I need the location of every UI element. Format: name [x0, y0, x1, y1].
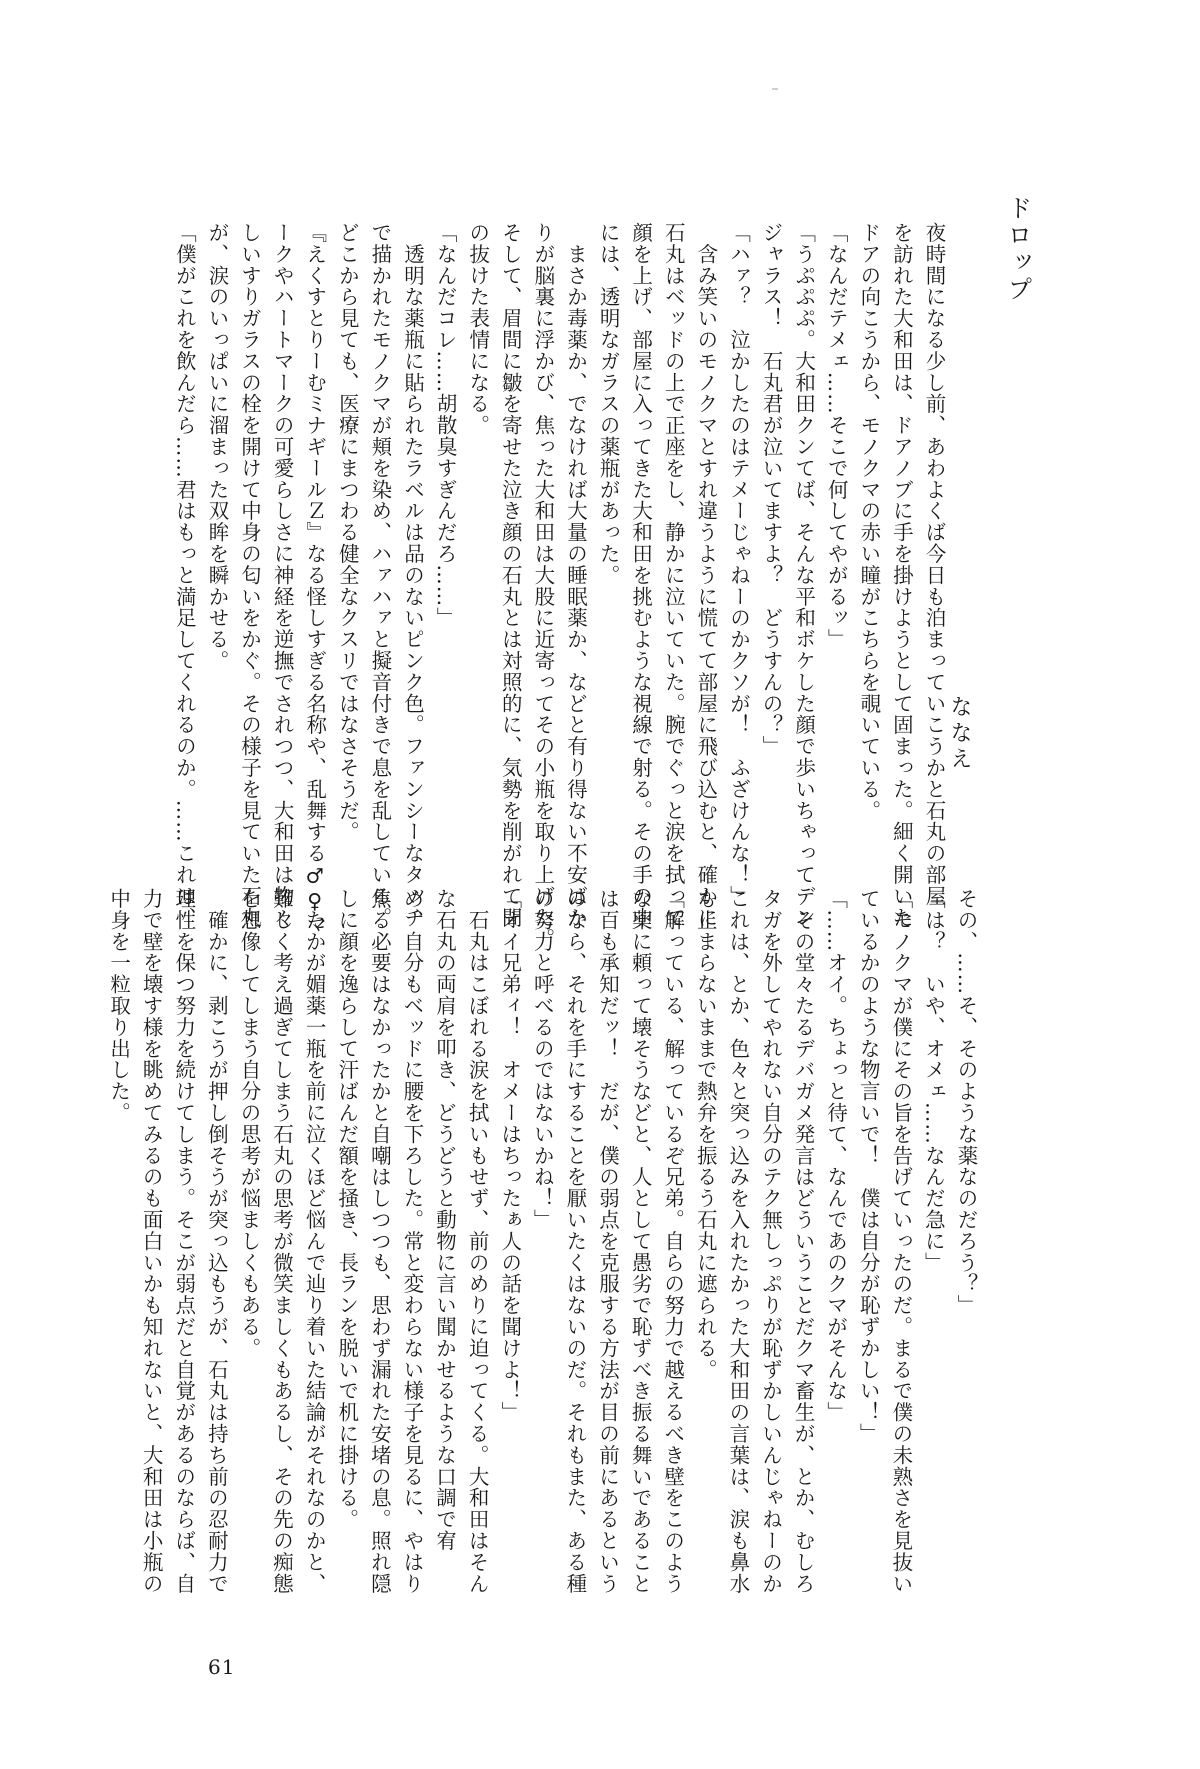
- text-line: は百も承知だッ！ だが、僕の弱点を克服する方法が目の前にあるという: [595, 888, 620, 1595]
- text-line: ジャラス！ 石丸君が泣いてますよ？ どうすんの？」: [759, 222, 784, 757]
- text-line: しに顔を逸らして汗ばんだ額を掻き、長ランを脱いで机に掛ける。: [334, 888, 359, 1530]
- story-title: ドロップ: [1004, 195, 1033, 303]
- text-line: しいすりガラスの栓を開けて中身の匂いをかぐ。その様子を見ていた石丸: [237, 222, 262, 929]
- text-line: ークやハートマークの可愛らしさに神経を逆撫でされつつ、大和田は物々: [270, 222, 295, 929]
- text-line: 「モノクマが僕にその旨を告げていったのだ。まるで僕の未熟さを見抜い: [888, 888, 913, 1595]
- text-line: ているかのような物言いで！ 僕は自分が恥ずかしい！」: [856, 888, 881, 1445]
- text-line: 『えくすとりーむミナギールＺ』なる怪しすぎる名称や、乱舞する♂♀マ: [302, 222, 327, 936]
- text-line: 「なんだコレ……胡散臭すぎんだろ……」: [433, 222, 458, 629]
- text-line: たかが媚薬一瓶を前に泣くほど悩んで辿り着いた結論がそれなのかと、: [302, 888, 327, 1595]
- text-line: 「オイ兄弟ィ！ オメーはちったぁ人の話を聞けよ！」: [497, 888, 522, 1423]
- text-line: の抜けた表情になる。: [465, 222, 490, 436]
- text-line: 顔を上げ、部屋に入ってきた大和田を挑むような視線で射る。その手の中: [628, 222, 653, 929]
- text-line: な薬に頼って壊そうなどと、人として愚劣で恥ずべき振る舞いであること: [628, 888, 653, 1595]
- text-line: 理性を保つ努力を続けてしまう。そこが弱点だと自覚があるのならば、自: [171, 888, 196, 1595]
- text-line: まさか毒薬か、でなければ大量の睡眠薬か、などと有り得ない不安ばか: [563, 222, 588, 929]
- text-line: な石丸の両肩を叩き、どうどうと動物に言い聞かせるような口調で宥: [432, 888, 457, 1552]
- text-line: 力で壁を壊す様を眺めてみるのも面白いかも知れないと、大和田は小瓶の: [139, 888, 164, 1595]
- body-text-top: [172, 222, 950, 950]
- text-line: の努力と呼べるのではないかね！」: [530, 888, 555, 1231]
- text-line: 石丸はこぼれる涙を拭いもせず、前のめりに迫ってくる。大和田はそん: [465, 888, 490, 1595]
- text-line: りが脳裏に浮かび、焦った大和田は大股に近寄ってその小瓶を取り上げた。: [530, 222, 555, 950]
- text-line: 「は？ いや、オメェ……なんだ急に」: [921, 888, 946, 1274]
- text-line: を想像してしまう自分の思考が悩ましくもある。: [236, 888, 261, 1359]
- text-line: 焦る必要はなかったかと自嘲はしつつも、思わず漏れた安堵の息。照れ隠: [367, 888, 392, 1595]
- text-line: を訪れた大和田は、ドアノブに手を掛けようとして固まった。細く開いた: [889, 222, 914, 929]
- text-line: 「うぷぷぷ。大和田クンてば、そんな平和ボケした顔で歩いちゃってデン: [791, 222, 816, 929]
- text-line: には、透明なガラスの薬瓶があった。: [596, 222, 621, 586]
- text-line: 透明な薬瓶に貼られたラベルは品のないピンク色。ファンシーなタッチ: [400, 222, 425, 929]
- body-text-bottom: [106, 888, 982, 1595]
- text-line: 「解っている、解っているぞ兄弟。自らの努力で越えるべき壁をこのよう: [660, 888, 685, 1595]
- text-line: 難しく考え過ぎてしまう石丸の思考が微笑ましくもあるし、その先の痴態: [269, 888, 294, 1595]
- text-line: 中身を一粒取り出した。: [106, 888, 131, 1124]
- text-line: が、涙のいっぱいに溜まった双眸を瞬かせる。: [204, 222, 229, 672]
- text-line: 「ハァ？ 泣かしたのはテメーじゃねーのかクソが！ ふざけんな！」: [726, 222, 751, 907]
- text-line: そして、眉間に皺を寄せた泣き顔の石丸とは対照的に、気勢を削がれて間: [498, 222, 523, 929]
- text-line: 「なんだテメェ……そこで何してやがるッ」: [824, 222, 849, 650]
- text-line: 含み笑いのモノクマとすれ違うように慌てて部屋に飛び込むと、確かに: [693, 222, 718, 929]
- text-line: 夜時間になる少し前、あわよくば今日も泊まっていこうかと石丸の部屋: [922, 222, 946, 907]
- text-line: 「……オイ。ちょっと待て、なんであのクマがそんな」: [823, 888, 848, 1423]
- text-line: 石丸はベッドの上で正座をし、静かに泣いていた。腕でぐっと涙を拭って: [661, 222, 686, 929]
- text-line: で描かれたモノクマが頬を染め、ハァハァと擬音付きで息を乱している。: [367, 222, 392, 929]
- author-name: ななえ: [947, 695, 972, 773]
- text-line: どこから見ても、医療にまつわる健全なクスリではなさそうだ。: [335, 222, 360, 843]
- text-line: これは、とか、色々と突っ込みを入れたかった大和田の言葉は、涙も鼻水: [725, 888, 750, 1595]
- text-line: その、……そ、そのような薬なのだろう？」: [954, 888, 978, 1316]
- text-line: も止まらないままで熱弁を振るう石丸に遮られる。: [693, 888, 718, 1381]
- text-line: その堂々たるデバガメ発言はどういうことだクマ畜生が、とか、むしろ: [791, 888, 816, 1595]
- text-line: 「僕がこれを飲んだら……君はもっと満足してくれるのか。……これは、: [172, 222, 197, 929]
- text-line: ドアの向こうから、モノクマの赤い瞳がこちらを覗いている。: [856, 222, 881, 822]
- text-line: め、自分もベッドに腰を下ろした。常と変わらない様子を見るに、やはり: [399, 888, 424, 1595]
- page-number: 61: [208, 1655, 236, 1679]
- text-line: のなら、それを手にすることを厭いたくはないのだ。それもまた、ある種: [562, 888, 587, 1595]
- text-line: タガを外してやれない自分のテク無しっぷりが恥ずかしいんじゃねーのか: [758, 888, 783, 1595]
- scan-mark: [772, 88, 778, 90]
- text-line: 確かに、剥こうが押し倒そうが突っ込もうが、石丸は持ち前の忍耐力で: [204, 888, 229, 1595]
